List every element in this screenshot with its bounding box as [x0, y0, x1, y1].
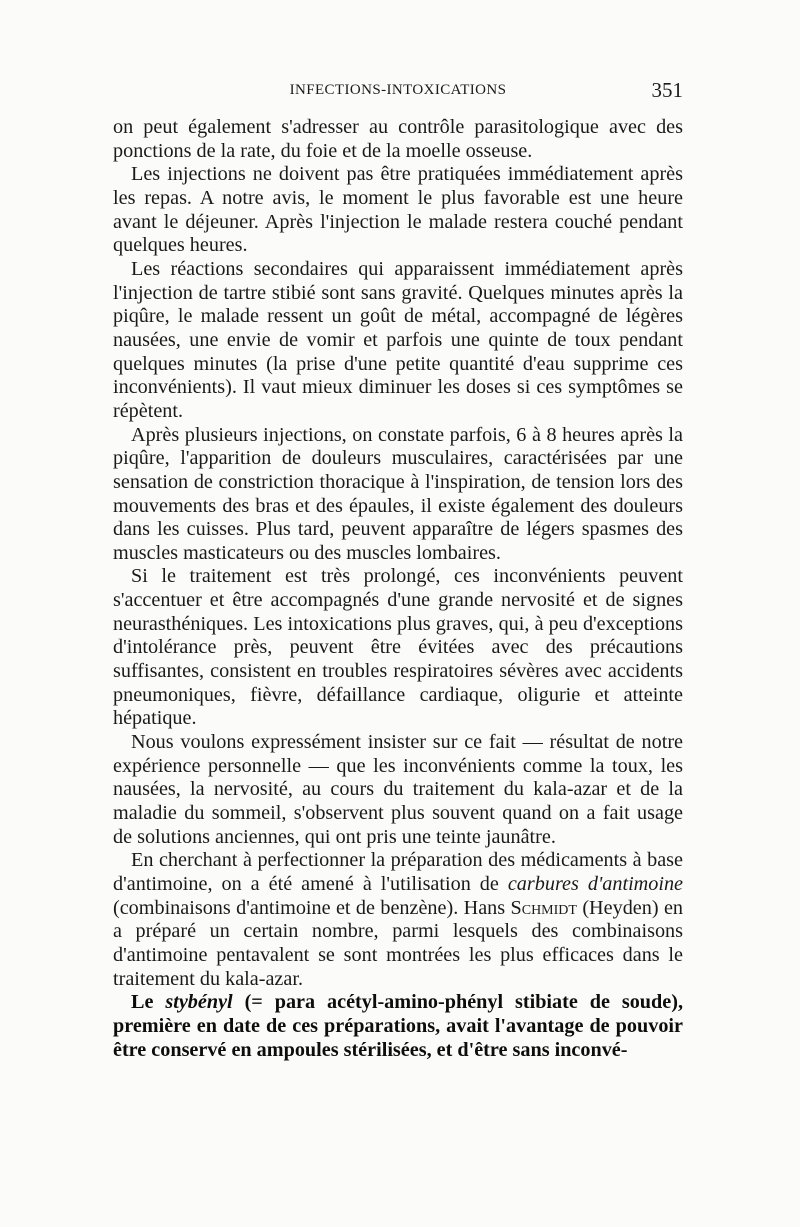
paragraph-5: Si le traitement est très prolongé, ces inconvénients peuvent s'accentuer et être accompagnés d'une grande nervosité et de signes neurasthéniques. Les intoxications plus graves, qui, à peu d'exceptions d'intolérance près, peuvent être évitées avec des précautions suffisantes, consistent en troubles respiratoires sévères avec accidents pneumoniques, fièvre, défaillance cardiaque, oligurie et atteinte hépatique.: [113, 565, 683, 730]
body-text: [113, 116, 683, 1062]
paragraph-8: [113, 991, 683, 1062]
paragraph-7-part-3: (Heyden) en a préparé un certain nombre, parmi lesquels des combinaisons d'antimoine pentavalent se sont montrées les plus efficaces dans le traitement du kala-azar.: [113, 896, 683, 990]
paragraph-6: Nous voulons expressément insister sur ce fait — résultat de notre expérience personnelle — que les inconvénients comme la toux, les nausées, la nervosité, au cours du traitement du kala-azar et de la maladie du sommeil, s'observent plus souvent quand on a fait usage de solutions anciennes, qui ont pris une teinte jaunâtre.: [113, 731, 683, 848]
term-stybenyl: stybényl: [165, 991, 233, 1014]
paragraph-7: [113, 849, 683, 991]
paragraph-1: on peut également s'adresser au contrôle parasitologique avec des ponctions de la rate, du foie et de la moelle osseuse.: [113, 116, 683, 162]
running-title: INFECTIONS-INTOXICATIONS: [289, 82, 507, 98]
paragraph-3: Les réactions secondaires qui apparaissent immédiatement après l'injection de tartre stibié sont sans gravité. Quelques minutes après la piqûre, le malade ressent un goût de métal, accompagné de légères nausées, une envie de vomir et parfois une quinte de toux pendant quelques minutes (la prise d'une petite quantité d'eau supprime ces inconvénients). Il vaut mieux diminuer les doses si ces symptômes se répètent.: [113, 257, 683, 422]
page-number: 351: [651, 78, 683, 102]
term-carbures-antimoine: carbures d'antimoine: [507, 873, 684, 895]
running-head: [113, 78, 683, 102]
paragraph-8-part-2: (= para acétyl-amino-phényl stibiate de soude), première en date de ces préparations, avait l'avantage de pouvoir être conservé en ampoules stérilisées, et d'être sans inconvé-: [113, 991, 683, 1061]
paragraph-2: Les injections ne doivent pas être pratiquées immédiatement après les repas. A notre avis, le moment le plus favorable est une heure avant le déjeuner. Après l'injection le malade restera couché pendant quelques heures.: [113, 163, 683, 257]
paragraph-7-part-1: En cherchant à perfectionner la préparation des médicaments à base d'antimoine, on a été amené à l'utilisation de: [113, 849, 683, 895]
paragraph-7-part-2: (combinaisons d'antimoine et de benzène). Hans: [113, 896, 511, 919]
paragraph-8-part-1: Le: [131, 991, 166, 1014]
paragraph-4: Après plusieurs injections, on constate parfois, 6 à 8 heures après la piqûre, l'apparition de douleurs musculaires, caractérisées par une sensation de constriction thoracique à l'inspiration, de tension lors des mouvements des bras et des épaules, il existe également des douleurs dans les cuisses. Plus tard, peuvent apparaître de légers spasmes des muscles masticateurs ou des muscles lombaires.: [113, 423, 683, 564]
author-schmidt: Schmidt: [510, 896, 577, 919]
